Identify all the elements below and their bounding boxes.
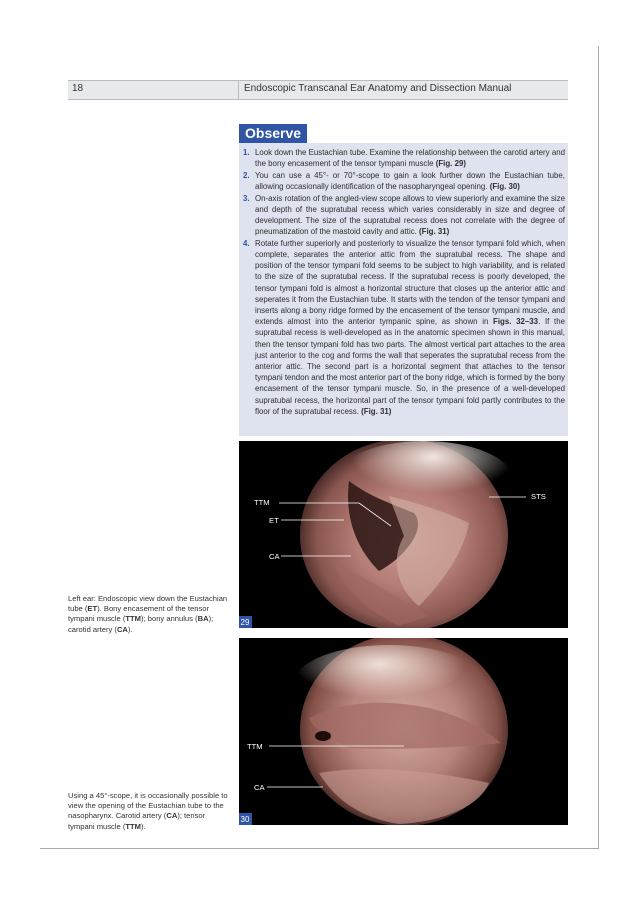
figure-30-caption: Using a 45°-scope, it is occasionally possible to view the opening of the Eustachian tube to the nasopharynx. Carotid artery (CA); tensor tympani muscle (TTM). xyxy=(68,791,228,831)
figure-number: 30 xyxy=(240,815,250,824)
label-et: ET xyxy=(269,516,279,525)
label-ttm: TTM xyxy=(254,498,270,507)
label-sts: STS xyxy=(531,492,546,501)
page-frame-bottom-rule xyxy=(40,848,599,849)
figure-30-image xyxy=(239,638,568,825)
item-number: 4. xyxy=(243,238,250,248)
page-number: 18 xyxy=(72,83,84,94)
item-number: 3. xyxy=(243,193,250,203)
figure-reference: (Fig. 29) xyxy=(435,159,466,169)
observe-item-2 xyxy=(241,170,565,192)
item-text-continued: . If the supratubal recess is well-developed as in the anatomic specimen shown in this manual, then the tensor tympani fold has two parts. The almost vertical part attaches to the area just anterior to the cog and forms the wall that seperates the supratubal recess from the anterior attic. The second part is a horizontal segment that attaches to the tensor tympani tendon and the most anterior part of the bony ridge, which is formed by the bony encasement of the tensor tympani muscle. So, in the presence of a well-developed supratubal recess, the horizontal part of the tensor tympani fold partly contributes to the floor of the supratubal recess. xyxy=(255,317,565,416)
label-ca: CA xyxy=(269,552,280,561)
observe-item-1 xyxy=(241,147,565,169)
item-number: 2. xyxy=(243,170,250,180)
figure-29-endoscopic-image xyxy=(239,441,568,628)
item-text: Look down the Eustachian tube. Examine the relationship between the carotid artery and the bony encasement of the tensor tympani muscle xyxy=(255,148,565,169)
figure-30-endoscopic-image xyxy=(239,638,568,825)
figure-reference: Figs. 32–33 xyxy=(493,317,539,327)
figure-number: 29 xyxy=(240,618,250,627)
item-text: On-axis rotation of the angled-view scope allows to view superiorly and examine the size and depth of the supratubal recess which varies considerably in size and degree of development. The size of the supratubal recess does not correlate with the degree of pneumatization of the mastoid cavity and attic. xyxy=(255,193,565,237)
figure-reference: (Fig. 31) xyxy=(419,227,450,237)
figure-reference: (Fig. 31) xyxy=(361,406,392,416)
observe-list xyxy=(241,147,565,417)
observe-item-3 xyxy=(241,193,565,238)
item-number: 1. xyxy=(243,148,250,157)
figure-29-image xyxy=(239,441,568,628)
header-divider xyxy=(238,80,239,100)
observe-heading: Observe xyxy=(239,124,307,143)
running-title: Endoscopic Transcanal Ear Anatomy and Dissection Manual xyxy=(244,83,512,94)
label-ttm: TTM xyxy=(247,742,263,751)
figure-29-caption: Left ear: Endoscopic view down the Eustachian tube (ET). Bony encasement of the tensor tympani muscle (TTM); bony annulus (BA); carotid artery (CA). xyxy=(68,594,228,634)
item-text: You can use a 45°- or 70°-scope to gain a look further down the Eustachian tube, allowing occasionally identification of the nasopharyngeal opening. xyxy=(255,170,565,191)
figure-reference: (Fig. 30) xyxy=(489,182,520,191)
page-frame-right-rule xyxy=(598,46,599,848)
label-ca: CA xyxy=(254,783,265,792)
item-text: Rotate further superiorly and posteriorly to visualize the tensor tympani fold which, when complete, separates the anterior attic from the supratubal recess. The shape and position of the tensor tympani fold seems to be subject to high variability, and is related to the size of the supratubal recess. If the supratubal recess is poorly developed, the tensor tympani fold is almost a horizontal structure that closes up the anterior attic and seperates it from the Eustachian tube. It starts with the tendon of the tensor tympani and inserts along a bony ridge formed by the encasement of the tensor tympani muscle, and extends almost into the anterior tympanic spine, as shown in xyxy=(255,238,565,327)
observe-item-4 xyxy=(241,238,565,417)
